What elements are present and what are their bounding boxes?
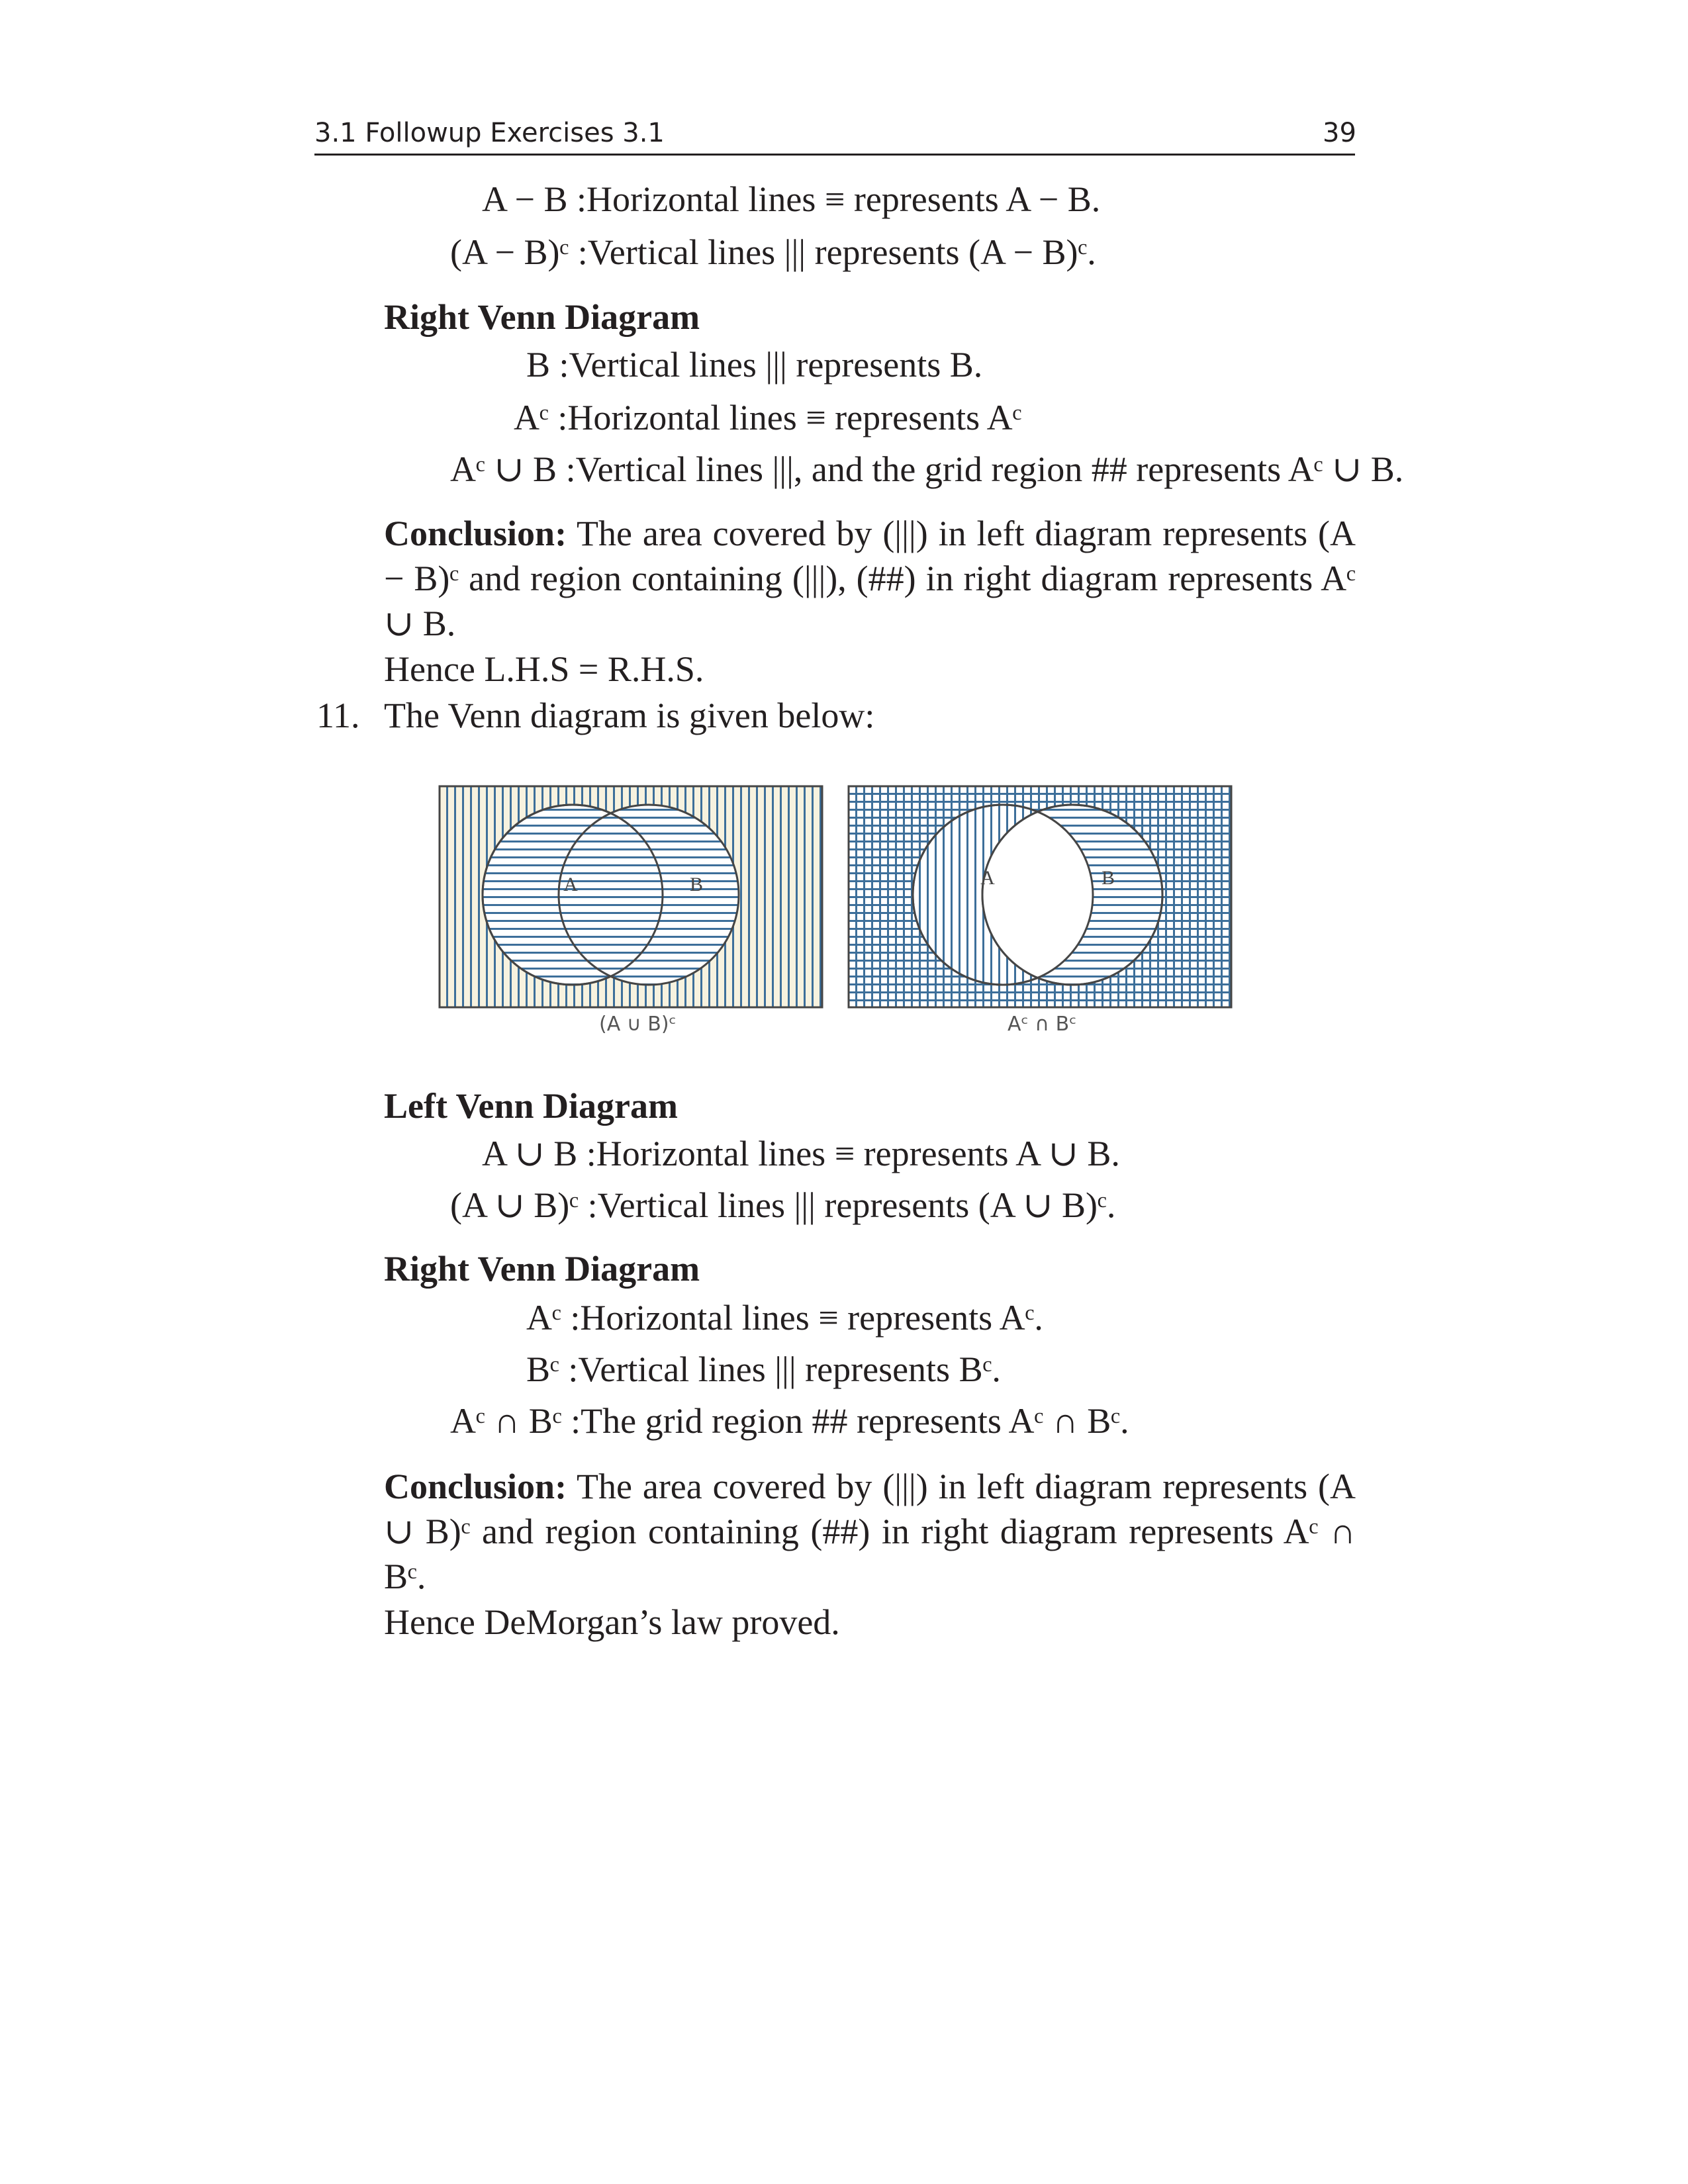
line-a-minus-b-complement: (A − B)ᶜ :Vertical lines ||| represents (A − B)ᶜ. <box>450 232 1096 272</box>
line-b: B :Vertical lines ||| represents B. <box>526 345 983 385</box>
conclusion-2 <box>384 1464 1356 1599</box>
hence-2: Hence DeMorgan’s law proved. <box>384 1602 840 1642</box>
running-header-section: 3.1 Followup Exercises 3.1 <box>314 118 665 148</box>
right-label-b: B <box>1101 867 1115 889</box>
exercise-11-text: The Venn diagram is given below: <box>384 696 875 735</box>
left-figure-caption: (A ∪ B)ᶜ <box>599 1013 677 1036</box>
line-a-union-b-complement: (A ∪ B)ᶜ :Vertical lines ||| represents (A ∪ B)ᶜ. <box>450 1185 1116 1225</box>
line-b-complement: Bᶜ :Vertical lines ||| represents Bᶜ. <box>526 1349 1001 1389</box>
line-a-minus-b: A − B :Horizontal lines ≡ represents A − B. <box>482 179 1101 219</box>
right-label-a: A <box>980 867 995 889</box>
conclusion-1-text: The area covered by (|||) in left diagram represents (A − B)ᶜ and region containing (|||), (##) in right diagram represents Aᶜ ∪ B. <box>384 514 1356 643</box>
header-rule <box>314 154 1355 156</box>
heading-right-venn-2: Right Venn Diagram <box>384 1249 700 1289</box>
venn-right-figure <box>847 785 1233 1009</box>
page-number: 39 <box>1323 118 1356 148</box>
line-ac-union-b: Aᶜ ∪ B :Vertical lines |||, and the grid region ## represents Aᶜ ∪ B. <box>450 449 1404 489</box>
heading-left-venn: Left Venn Diagram <box>384 1086 678 1126</box>
left-circle-b <box>559 805 739 985</box>
right-figure-caption: Aᶜ ∩ Bᶜ <box>1008 1013 1077 1036</box>
heading-right-venn-1: Right Venn Diagram <box>384 297 700 337</box>
venn-left-figure <box>438 785 823 1009</box>
conclusion-1 <box>384 511 1356 646</box>
hence-1: Hence L.H.S = R.H.S. <box>384 649 704 689</box>
exercise-11-number: 11. <box>316 696 360 735</box>
line-ac-intersect-bc: Aᶜ ∩ Bᶜ :The grid region ## represents Aᶜ ∩ Bᶜ. <box>450 1401 1129 1441</box>
conclusion-2-label: Conclusion: <box>384 1467 567 1506</box>
line-a-union-b: A ∪ B :Horizontal lines ≡ represents A ∪ B. <box>482 1134 1120 1173</box>
left-label-b: B <box>689 874 704 895</box>
left-label-a: A <box>563 874 578 895</box>
line-a-complement: Aᶜ :Horizontal lines ≡ represents Aᶜ <box>514 398 1022 437</box>
conclusion-1-label: Conclusion: <box>384 514 567 553</box>
conclusion-2-text: The area covered by (|||) in left diagram represents (A ∪ B)ᶜ and region containing (##) in right diagram represents Aᶜ ∩ Bᶜ. <box>384 1467 1356 1596</box>
line-a-complement-2: Aᶜ :Horizontal lines ≡ represents Aᶜ. <box>526 1298 1043 1338</box>
